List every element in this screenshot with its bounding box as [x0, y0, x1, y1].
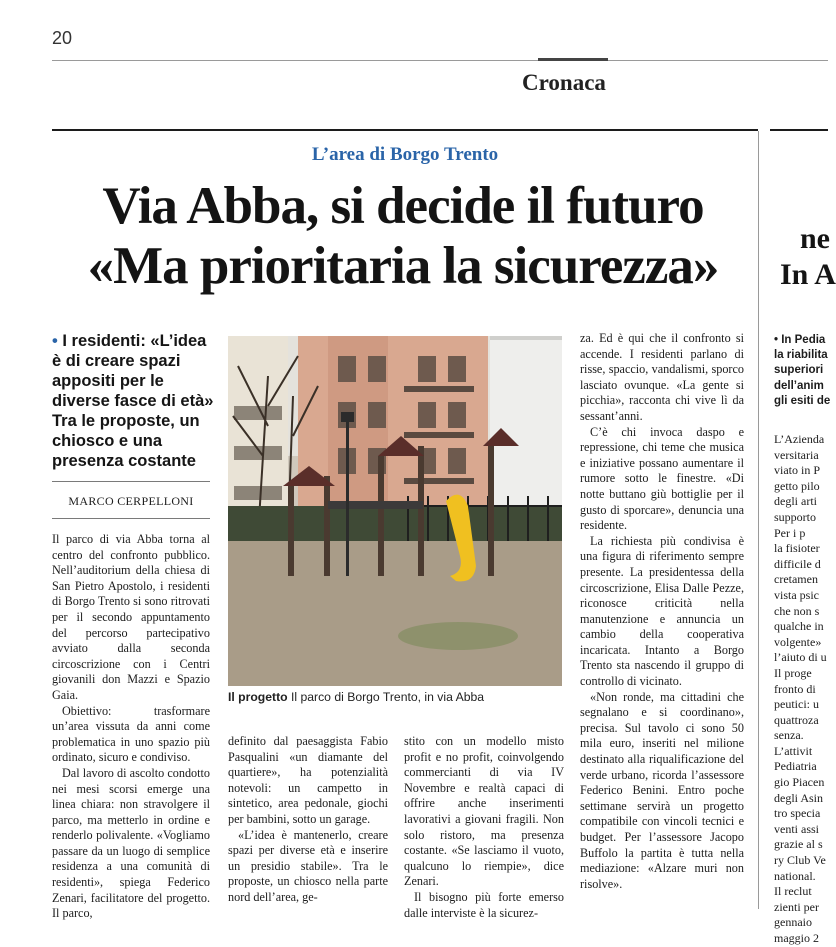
adjacent-body-line: venti assi — [774, 821, 819, 836]
adjacent-body-line: peutici: u — [774, 697, 819, 712]
adjacent-body-line: L’attivit — [774, 743, 813, 758]
byline-rule-top — [52, 481, 210, 482]
adjacent-body-line: senza. — [774, 728, 804, 743]
caption-label: Il progetto — [228, 690, 288, 704]
adjacent-body-line: volgente» — [774, 634, 822, 649]
summary — [52, 331, 214, 471]
section-accent-bar — [538, 58, 608, 61]
adjacent-body-line: L’Azienda — [774, 432, 825, 446]
adjacent-body-line: grazie al s — [774, 837, 823, 852]
park-photo-illustration — [228, 336, 562, 686]
adjacent-body-line: maggio 2 — [774, 931, 819, 945]
adjacent-body-line: la fisioter — [774, 541, 820, 556]
body-column-4 — [580, 331, 744, 892]
adjacent-body-line: Il reclut — [774, 884, 812, 899]
page-number: 20 — [52, 28, 73, 48]
adjacent-summary-line: • In Pedia — [774, 334, 826, 346]
adjacent-summary-line: superiori — [774, 364, 824, 377]
paragraph: «L’idea è mantenerlo, creare spazi per diverse età e inserire un presidio stabile». Tra le proposte, un chiosco nella parte nord dell’area, ge- — [228, 827, 388, 904]
adjacent-headline-line-1: ne — [800, 222, 830, 255]
adjacent-body-line: getto pilo — [774, 478, 820, 493]
paragraph: C’è chi invoca daspo e repressione, chi teme che musica e iniziative possano aumentare il rumore sotto le finestre. «Di notte buttano giù bottiglie per il gusto di sporcare», denuncia una residente. — [580, 424, 744, 533]
adjacent-body-line: zienti per — [774, 899, 819, 914]
adjacent-body-line: qualche in — [774, 619, 824, 634]
adjacent-body-line: quattroza — [774, 712, 819, 727]
adjacent-body-line: Pediatria — [774, 759, 817, 774]
adjacent-body-line: vista psic — [774, 587, 819, 602]
paragraph: za. Ed è qui che il confronto si accende. I residenti parlano di risse, spaccio, vandalismi, sporco lasciato ovunque. «La gente si picchia», racconta chi vive lì da sessant’anni. — [580, 331, 744, 423]
adjacent-body-line: versitaria — [774, 447, 819, 462]
article-photo — [228, 336, 562, 686]
paragraph: Obiettivo: trasformare un’area vissuta da anni come problematica in uno spazio più ordinato, sicuro e condiviso. — [52, 703, 210, 765]
adjacent-body-line: supporto — [774, 509, 816, 524]
paragraph: La richiesta più condivisa è una figura di riferimento sempre presente. La presidentessa della circoscrizione, Elisa Dalle Pezze, riconosce criticità nella manutenzione e annuncia un cambio della cooperativa incaricata. Intanto a Borgo Trento sta nascendo il gruppo di controllo di vicinato. — [580, 533, 744, 689]
adjacent-summary — [774, 333, 834, 409]
summary-text: I residenti: «L’idea è di creare spazi appositi per le diverse fasce di età» Tra le proposte, un chiosco e una presenza costante — [52, 332, 214, 470]
body-column-1 — [52, 532, 210, 922]
adjacent-body-line: gennaio — [774, 915, 812, 930]
adjacent-body-line: difficile d — [774, 556, 821, 571]
paragraph: Il bisogno più forte emerso dalle interviste è la sicurez- — [404, 889, 564, 920]
adjacent-body-line: tro specia — [774, 806, 821, 821]
adjacent-body-line: national. — [774, 868, 816, 883]
adjacent-article-top-rule — [770, 129, 828, 131]
adjacent-body-column — [774, 432, 834, 947]
adjacent-body-line: degli Asin — [774, 790, 824, 805]
byline-rule-bottom — [52, 518, 210, 519]
adjacent-headline-line-2: In A — [780, 258, 836, 291]
adjacent-body-line: degli arti — [774, 494, 817, 509]
paragraph: stito con un modello misto profit e no profit, coinvolgendo commercianti di via IV Novembre e realtà capaci di offrire anche inserimenti lavorativi a giovani fragili. Non solo ristoro, ma presenza costante. «Se lasciamo il vuoto, qualcuno lo riempie», dice Zenari. — [404, 734, 564, 889]
body-column-2 — [228, 734, 388, 906]
adjacent-summary-line: dell’anim — [774, 379, 824, 392]
headline-line-2: «Ma prioritaria la sicurezza» — [87, 237, 719, 295]
article-top-rule — [52, 129, 758, 131]
adjacent-body-line: fronto di — [774, 681, 816, 696]
adjacent-summary-line: la riabilita — [774, 349, 828, 362]
summary-bullet: • — [52, 332, 58, 350]
caption-text: Il parco di Borgo Trento, in via Abba — [290, 690, 485, 704]
adjacent-body-line: ry Club Ve — [774, 853, 826, 868]
adjacent-body-line: l’aiuto di u — [774, 650, 827, 665]
paragraph: Il parco di via Abba torna al centro del confronto pubblico. Nell’auditorium della chiesa di San Pietro Apostolo, i residenti di Borgo Trento si sono ritrovati per il secondo appuntamento del percorso partecipativo avviato dalla seconda circoscrizione con i Centri giovanili don Mazzi e Spazio Gaia. — [52, 532, 210, 702]
section-label: Cronaca — [522, 70, 606, 95]
kicker: L’area di Borgo Trento — [311, 144, 499, 165]
byline: MARCO CERPELLONI — [68, 494, 194, 508]
body-column-3 — [404, 734, 564, 921]
photo-caption — [228, 690, 568, 704]
adjacent-body-line: Il proge — [774, 665, 812, 680]
paragraph: Dal lavoro di ascolto condotto nei mesi scorsi emerge una linea chiara: non stravolgere il parco, ma metterlo in ordine e renderlo polivalente. «Vogliamo passare da un luogo di semplice residenza a una comunità di residenti», spiega Federico Zenari, facilitatore del progetto. Il parco, — [52, 765, 210, 921]
adjacent-body-line: viato in P — [774, 463, 821, 478]
adjacent-body-line: che non s — [774, 603, 820, 618]
header-rule — [52, 60, 828, 61]
adjacent-body-line: Per i p — [774, 525, 806, 540]
adjacent-summary-line: gli esiti de — [774, 394, 831, 407]
paragraph: definito dal paesaggista Fabio Pasqualini «un diamante del quartiere», ha potenzialità notevoli: un campetto in sintetico, area pedonale, giochi per bambini, sotto un garage. — [228, 734, 388, 826]
headline-line-1: Via Abba, si decide il futuro — [102, 177, 704, 235]
adjacent-body-line: gio Piacen — [774, 775, 825, 790]
adjacent-body-line: cretamen — [774, 572, 818, 587]
paragraph: «Non ronde, ma cittadini che segnalano e si coordinano», precisa. Sul tavolo ci sono 50 mila euro, inseriti nel milione destinato alla riqualificazione del verde urbano, ricorda l’assessore Federico Benini. Entro poche settimane servirà un progetto compatibile con vincoli tecnici e budget. Per l’assessore Jacopo Buffolo la partita è tutta nella mediazione: «Alzare muri non risolve». — [580, 689, 744, 891]
column-divider — [758, 131, 759, 909]
